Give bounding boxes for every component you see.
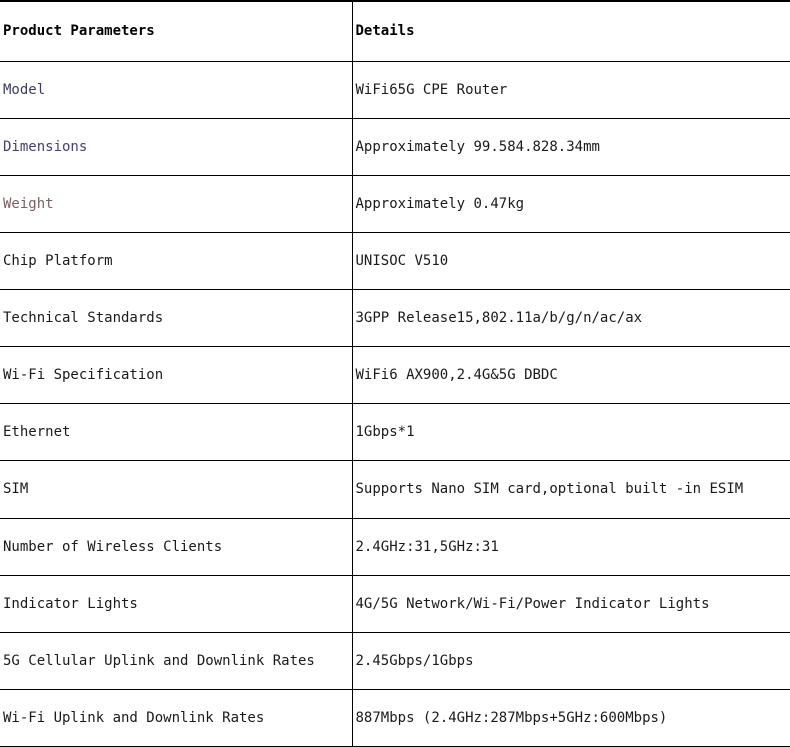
param-label: SIM	[0, 461, 352, 518]
param-label: 5G Cellular Uplink and Downlink Rates	[0, 632, 352, 689]
table-row	[0, 632, 790, 689]
param-label: Technical Standards	[0, 290, 352, 347]
table-row	[0, 518, 790, 575]
param-label: Dimensions	[0, 118, 352, 175]
param-label: Indicator Lights	[0, 575, 352, 632]
param-label: Ethernet	[0, 404, 352, 461]
param-label: Model	[0, 61, 352, 118]
param-value: 887Mbps (2.4GHz:287Mbps+5GHz:600Mbps)	[352, 689, 790, 746]
param-value: WiFi65G CPE Router	[352, 61, 790, 118]
param-label: Wi-Fi Uplink and Downlink Rates	[0, 689, 352, 746]
param-value: Approximately 0.47kg	[352, 175, 790, 232]
param-value: 2.4GHz:31,5GHz:31	[352, 518, 790, 575]
table-row	[0, 118, 790, 175]
table-row	[0, 61, 790, 118]
table-row	[0, 175, 790, 232]
param-value: 1Gbps*1	[352, 404, 790, 461]
param-label: Wi-Fi Specification	[0, 347, 352, 404]
table-row	[0, 575, 790, 632]
param-label: Weight	[0, 175, 352, 232]
table-row	[0, 290, 790, 347]
param-label: Chip Platform	[0, 232, 352, 289]
table-row	[0, 689, 790, 746]
param-value: WiFi6 AX900,2.4G&5G DBDC	[352, 347, 790, 404]
param-value: 4G/5G Network/Wi-Fi/Power Indicator Lights	[352, 575, 790, 632]
param-value: 3GPP Release15,802.11a/b/g/n/ac/ax	[352, 290, 790, 347]
param-value: 2.45Gbps/1Gbps	[352, 632, 790, 689]
table-row	[0, 347, 790, 404]
table-row	[0, 461, 790, 518]
param-label: Number of Wireless Clients	[0, 518, 352, 575]
header-product-parameters: Product Parameters	[0, 1, 352, 61]
header-details: Details	[352, 1, 790, 61]
table-row	[0, 232, 790, 289]
table-row	[0, 404, 790, 461]
table-header-row	[0, 1, 790, 61]
param-value: Supports Nano SIM card,optional built -in ESIM	[352, 461, 790, 518]
param-value: UNISOC V510	[352, 232, 790, 289]
param-value: Approximately 99.584.828.34mm	[352, 118, 790, 175]
